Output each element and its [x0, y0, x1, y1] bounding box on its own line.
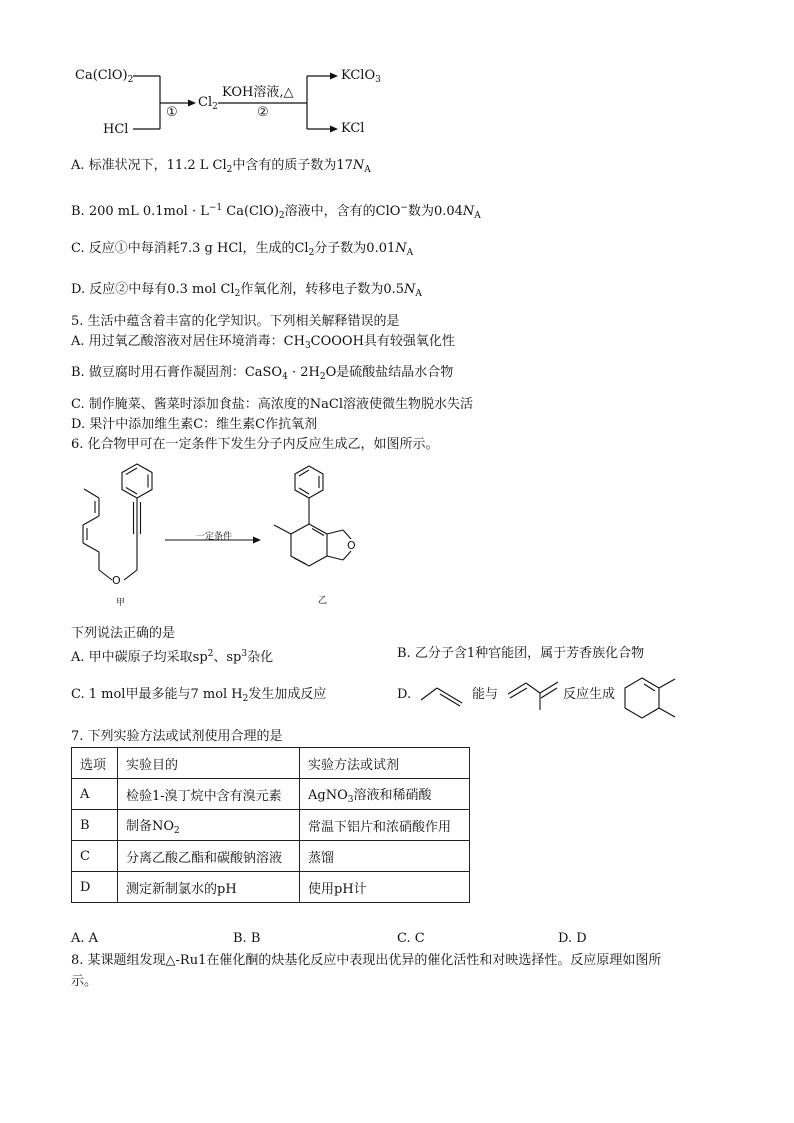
oxygen-atom-label: O: [112, 574, 121, 587]
text: 作氧化剂，转移电子数为0.5: [240, 282, 405, 297]
q5-option-d: D. 果汁中添加维生素C：维生素C作抗氧剂: [71, 417, 318, 432]
table-row: [72, 779, 470, 810]
subscript: 2: [308, 248, 315, 258]
scheme-reactant-hcl: HCl: [103, 122, 129, 137]
table-cell: B: [72, 810, 118, 841]
table-cell: 常温下铝片和浓硝酸作用: [300, 810, 470, 841]
methyl-bond: [659, 708, 675, 717]
text: C. 1 mol甲最多能与7 mol H: [71, 687, 243, 702]
subscript: A: [474, 211, 481, 221]
text: COOOH具有较强氧化性: [310, 334, 455, 349]
text: 杂化: [247, 650, 274, 665]
table-cell: 检验1-溴丁烷中含有溴元素: [118, 779, 300, 810]
q6-label-jia: 甲: [116, 598, 126, 608]
avogadro-symbol: N: [462, 204, 475, 219]
table-row: [72, 810, 470, 841]
table-header: 选项: [72, 748, 118, 779]
text: A. 用过氧乙酸溶液对居住环境消毒：CH: [71, 334, 305, 349]
text: B. 做豆腐时用石膏作凝固剂：CaSO: [71, 365, 283, 380]
text: 数为0.04: [407, 204, 463, 219]
propene-double-bond: [437, 688, 462, 703]
q7-table: [71, 747, 470, 903]
superscript: 3: [241, 649, 248, 659]
diene-double-bond: [540, 682, 558, 693]
q5-stem: 5. 生活中蕴含着丰富的化学知识。下列相关解释错误的是: [71, 314, 400, 329]
text: O是硫酸盐结晶水合物: [325, 365, 454, 380]
subscript: 2: [242, 694, 249, 704]
text: Ca(ClO): [222, 204, 279, 219]
table-cell: [300, 779, 470, 810]
text: 制备NO: [126, 818, 175, 834]
superscript: −1: [208, 203, 223, 213]
table-cell: C: [72, 841, 118, 872]
scheme-product-text: KClO: [341, 68, 376, 83]
text: B. 200 mL 0.1mol · L: [71, 204, 209, 219]
q6-label-yi: 乙: [318, 596, 328, 606]
q6-arrow-label: 一定条件: [196, 532, 233, 542]
table-header-row: [72, 748, 470, 779]
table-header: 实验目的: [118, 748, 300, 779]
subscript: 4: [282, 372, 288, 382]
q7-choice-c: C. C: [397, 931, 425, 946]
subscript: 2: [234, 289, 241, 299]
table-cell: 分离乙酸乙酯和碳酸钠溶液: [118, 841, 300, 872]
table-header: 实验方法或试剂: [300, 748, 470, 779]
q6-prompt: 下列说法正确的是: [71, 626, 176, 641]
table-cell: 测定新制氯水的pH: [118, 872, 300, 903]
subscript: A: [406, 248, 414, 258]
q5-option-c: C. 制作腌菜、酱菜时添加食盐：高浓度的NaCl溶液使微生物脱水失活: [71, 397, 473, 412]
diene-single-bond: [526, 683, 540, 693]
subscript: 2: [278, 211, 285, 221]
text: 中含有的质子数为17: [232, 158, 353, 173]
q6-option-d-letter: D.: [397, 687, 412, 702]
table-cell: A: [72, 779, 118, 810]
text: D. 反应②中每有0.3 mol Cl: [71, 282, 235, 297]
avogadro-symbol: N: [352, 158, 365, 173]
text: A. 甲中碳原子均采取sp: [71, 650, 208, 665]
cyclohexene-ring: [625, 678, 659, 718]
text: · 2H: [287, 365, 320, 380]
subscript: 3: [375, 75, 381, 85]
q7-stem: 7. 下列实验方法或试剂使用合理的是: [71, 729, 283, 744]
subscript: 2: [127, 75, 134, 85]
table-cell: [118, 810, 300, 841]
text: 溶液中，含有的ClO: [284, 204, 401, 219]
text: 发生加成反应: [248, 687, 327, 702]
q7-choice-a: A. A: [71, 931, 99, 946]
q8-stem-line1: 8. 某课题组发现△-Ru1在催化酮的炔基化反应中表现出优异的催化活性和对映选择性。反应原理如图所: [71, 953, 662, 968]
diene-double-bond: [541, 688, 557, 698]
table-cell: 蒸馏: [300, 841, 470, 872]
propene-single-bond: [421, 688, 437, 700]
scheme-reagent-koh: KOH溶液,△: [222, 85, 294, 100]
subscript: 2: [226, 165, 233, 175]
subscript: 2: [174, 825, 180, 836]
superscript: 2: [207, 649, 214, 659]
subscript: 3: [304, 341, 311, 351]
avogadro-symbol: N: [395, 241, 407, 256]
q6-option-b: B. 乙分子含1种官能团，属于芳香族化合物: [397, 646, 645, 661]
avogadro-symbol: N: [404, 282, 416, 297]
oxygen-atom-label: O: [347, 539, 356, 552]
text: A. 标准状况下，11.2 L Cl: [71, 158, 227, 173]
subscript: 2: [319, 372, 326, 382]
table-cell: D: [72, 872, 118, 903]
table-row: [72, 872, 470, 903]
text: 溶液和稀硝酸: [353, 787, 432, 803]
q7-choice-d: D. D: [558, 931, 587, 946]
subscript: A: [415, 289, 422, 299]
text: C. 反应①中每消耗7.3 g HCl，生成的Cl: [71, 241, 309, 256]
subscript: 2: [212, 102, 218, 112]
q6-stem: 6. 化合物甲可在一定条件下发生分子内反应生成乙，如图所示。: [71, 437, 439, 452]
text: AgNO: [308, 787, 348, 803]
diene-double-bond: [510, 688, 527, 698]
scheme-step-1: ①: [166, 105, 178, 120]
table-row: [72, 841, 470, 872]
methyl-bond: [659, 679, 675, 688]
scheme-step-2: ②: [257, 105, 269, 120]
subscript: A: [364, 165, 371, 175]
q6-option-d-text1: 能与: [472, 687, 499, 702]
q8-stem-line2: 示。: [71, 974, 98, 989]
text: 、sp: [213, 650, 242, 665]
subscript: 3: [347, 794, 354, 805]
scheme-intermediate-text: Cl: [198, 95, 213, 110]
superscript: −: [400, 203, 408, 213]
table-cell: 使用pH计: [300, 872, 470, 903]
scheme-product-kcl: KCl: [341, 121, 365, 136]
diene-double-bond: [508, 683, 526, 694]
q6-option-d-text2: 反应生成: [563, 687, 616, 702]
q7-choice-b: B. B: [233, 931, 261, 946]
scheme-reactant-text: Ca(ClO): [75, 68, 128, 83]
text: 分子数为0.01: [314, 241, 396, 256]
